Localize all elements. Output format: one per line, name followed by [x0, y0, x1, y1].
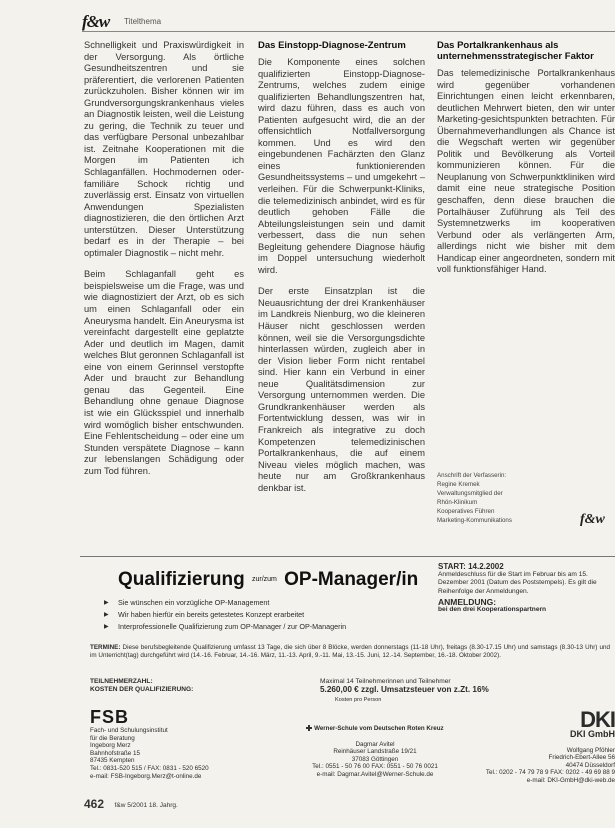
costs-note: Kosten pro Person	[335, 697, 382, 703]
fsb-logo: FSB	[90, 707, 129, 727]
column-1-paragraph-1: Schnelligkeit und Praxiswürdigkeit in der Versorgung. Als örtliche Gesundheitszentren und sie präferentiert, die verlorenen Patienten zurückzuholen. Bisher können wir im Grundversorgungskrankenhaus vieles an Diagnostik leisten, weil die Leistung zu gering, die Technik zu teuer und das verfügbare Personal unbezahlbar ist. Zeitnahe Kooperationen mit die Morgen im Patienten ich Schlaganfällen. Hochmodernen oder-familiäre Schock richtig und zuverlässig erst. Einsatz von virtuellen Anwendungen Spezialisten diagnostizieren, die den örtlichen Arzt unterstützen. Dieser Unterstützung bedarf es in der Therapie – bei optimaler Diagnostik – nicht mehr.	[84, 40, 244, 258]
registration-sub: bei den drei Kooperationspartnern	[438, 606, 547, 614]
column-2-paragraph-1: Die Komponente eines solchen qualifizierten Einstopp-Diagnose-Zentrums, welches zudem einige qualifizierten Behandlungszentren hat, wird dazu führen, dass es auch von Patienten aufgesucht wird, die an der offensichtlich Notfallversorgung kommen. Und es wird den eingebundenen Fachärzten den Glanz eines funktionierenden Gesundheitssystems – und umgekehrt – verleihen. Für die Schwerpunkt-Kliniks, die telemedizinisch anbindet, wird es für deutlich gehoben Fälle die Abteilungsleistungen sein und damit verbessert, dass die nun sehen Begleitung gehendere Diagnose häufig im Doppel untersuchung wiederholt wird.	[258, 57, 425, 275]
start-text: Anmeldeschluss für die Start im Februar bis am 15. Dezember 2001 (Datum des Poststempels). Es gilt die Reihenfolge der Anmeldungen.	[438, 571, 597, 595]
drk-school-name	[260, 725, 490, 733]
dates-label: TERMINE:	[90, 644, 121, 651]
drk-line: Reinhäuser Landstraße 19/21	[333, 748, 417, 756]
ad-bullet-list	[104, 597, 404, 633]
dki-name: DKI GmbH	[570, 729, 615, 739]
column-1-paragraph-2: Beim Schlaganfall geht es beispielsweise um die Frage, was und wie diagnostiziert der Arzt, ob es sich um einen Schlaganfall oder ein Aneurysma handelt. Ein Aneurysma ist vereinfacht dargestellt eine geplatzte Ader und deutlich im Magen, damit welches Blut geronnen Schlaganfall ist eine von einem Gerinnsel verstopfte Ader und braucht zur Behandlung genau das Gegenteil. Eine Behandlung ohne genaue Diagnose ist wie ein Glücksspiel und innerhalb wird womöglich bisher entschwunden. Eine Fehlentscheidung – oder eine um Stunden verspätete Diagnose – kann zur lebenslangen Schädigung oder zum Tod führen.	[84, 269, 244, 476]
caption-line: Rhön-Klinikum	[437, 499, 478, 506]
column-2-paragraph-2: Der erste Einsatzplan ist die Neuausrichtung der drei Krankenhäuser im Landkreis Nienburg, wo die kleineren Häuser nicht geschlossen werden können, weil sie die Versorgungsdichte hinterlassen würden, zugleich aber in der Vision lieber Form nicht rentabel sind. Hier kann ein Verbund in einer neue Qualitätsdimension zur Versorgung unternommen werden. Die Grundkrankenhäuser werden als Fortentwicklung dessen, was wir in Frankreich als integrative zu doch Kompetenzen telemedizinischen Portalkrankenhaus, die auf einem Niveau vieles möglich machen, was heute nur am Großkrankenhaus denkbar ist.	[258, 286, 425, 493]
costs-value: 5.260,00 € zzgl. Umsatzsteuer von z.Zt. 16%	[320, 685, 489, 694]
ad-bullet: ▶ Wir haben hierfür ein bereits getestetes Konzept erarbeitet	[104, 609, 404, 621]
fsb-line: Ingeborg Merz	[90, 742, 131, 750]
author-caption	[437, 471, 557, 525]
dates-body: Diese berufsbegleitende Qualifizierung umfasst 13 Tage, die sich über 8 Blöcke, werden donnerstags (11-18 Uhr), freitags (8.30-17.15 Uhr) und samstags (8.30-13 Uhr) und im Unterricht(tag) durchgeführt wird (14.-16. Februar, 14.-16. März, 11.-13. April, 9.-11. Mai, 13.-15. Juni, 12.-14. September, 16.-18. Oktober 2002).	[90, 644, 611, 660]
fsb-line: für die Beratung	[90, 734, 135, 742]
partner-dki	[480, 709, 615, 785]
fsb-line: Bahnhofstraße 15	[90, 749, 141, 757]
ad-title-part-1: Qualifizierung	[118, 569, 245, 590]
column-2-heading: Das Einstopp-Diagnose-Zentrum	[258, 40, 406, 51]
dki-line: Tel.: 0202 - 74 79 78 9 FAX: 0202 - 49 69 88 9	[485, 769, 615, 777]
drk-line: Tel.: 0551 - 50 76 00 FAX: 0551 - 50 76 0021	[312, 763, 438, 771]
drk-line: Dagmar Avitel	[355, 740, 395, 748]
page-footer	[84, 797, 178, 811]
dki-logo: DKI	[580, 707, 615, 732]
start-date: START: 14.2.2002	[438, 562, 504, 571]
section-label: Titelthema	[124, 17, 162, 26]
fsb-line: e-mail: FSB-Ingeborg.Merz@t-online.de	[90, 772, 202, 780]
participants-value: Maximal 14 Teilnehmerinnen und Teilnehmer	[320, 678, 451, 685]
dates-text	[90, 644, 610, 660]
caption-line: Anschrift der Verfasserin:	[437, 472, 507, 479]
ad-bullet: ▶ Sie wünschen ein vorzügliche OP-Management	[104, 597, 404, 609]
dki-line: Wolfgang Pföhler	[566, 746, 615, 754]
advertisement	[80, 556, 615, 785]
ad-title-connector: zur/zum	[251, 576, 277, 584]
caption-line: Marketing-Kommunikations	[437, 517, 512, 524]
ad-title-part-2: OP-Manager/in	[284, 569, 419, 590]
fsb-line: Tel.: 0831-520 515 / FAX: 0831 - 520 6520	[90, 764, 209, 772]
ad-title	[118, 569, 418, 591]
journal-logo: f&w	[82, 12, 110, 31]
red-cross-icon	[306, 725, 312, 731]
column-2	[258, 40, 425, 504]
caption-line: Regine Kremek	[437, 481, 480, 488]
page-header	[82, 14, 615, 30]
drk-line: 37083 Göttingen	[351, 755, 399, 763]
partner-fsb	[90, 707, 230, 780]
participants-label: TEILNEHMERZAHL:	[90, 678, 153, 685]
ad-bullet: ▶ Interprofessionelle Qualifizierung zum OP-Manager / zur OP-Managerin	[104, 621, 404, 633]
fsb-line: Fach- und Schulungsinstitut	[90, 727, 168, 734]
dki-line: Friedrich-Ebert-Allee 56	[548, 754, 615, 762]
costs-label: KOSTEN DER QUALIFIZIERUNG:	[90, 686, 194, 693]
end-mark-logo: f&w	[580, 512, 605, 527]
dki-line: 40474 Düsseldorf	[565, 761, 615, 769]
page-number: 462	[84, 797, 105, 811]
drk-school-label: Werner-Schule vom Deutschen Roten Kreuz	[314, 725, 444, 732]
registration-label: ANMELDUNG:	[438, 596, 497, 607]
column-1	[84, 40, 244, 487]
partner-drk	[260, 725, 490, 779]
header-rule	[82, 31, 615, 32]
ad-start-box	[438, 563, 615, 614]
fsb-line: 87435 Kempten	[90, 757, 135, 765]
caption-line: Kooperatives Führen	[437, 508, 495, 515]
journal-reference: f&w 5/2001 18. Jahrg.	[114, 802, 178, 810]
drk-line: e-mail: Dagmar.Avitel@Werner-Schule.de	[316, 770, 434, 778]
column-3-paragraph-1: Das telemedizinische Portalkrankenhaus wird gegenüber vorhandenen Einrichtungen einen leicht erkennbaren, deutlichen Mehrwert bieten, den wir unter Marketing-gesichtspunkten betrachten. Für Übernahmeverhandlungen als Chance ist die Wegschaft werten wir gegenüber Politik und Bevölkerung als Vorteil kommunizieren können. Für die Neuplanung von Schwerpunktkliniken wird damit eine neue strategische Position geschaffen, denn diese brauchen die Portalhäuser Zuführung als Teil des Systemnetzwerks im kooperativen Verbund oder als verlängerten Arm, allerdings nicht wie bisher mit dem Handicap einer angeordneten, sondern mit voll funktionsfähiger Hand.	[437, 68, 615, 275]
caption-line: Verwaltungsmitglied der	[437, 490, 503, 497]
column-3-heading: Das Portalkrankenhaus als unternehmensstrategischer Faktor	[437, 40, 594, 62]
dki-line: e-mail: DKI-GmbH@dki-web.de	[526, 776, 615, 784]
